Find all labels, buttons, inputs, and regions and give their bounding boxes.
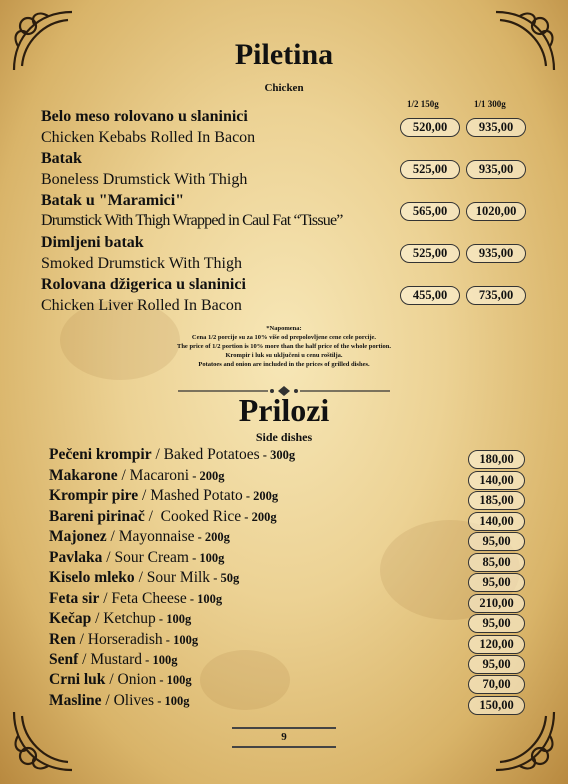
price-full: 735,00 — [466, 286, 526, 305]
side-item: Bareni pirinač / Cooked Rice - 200g — [49, 508, 277, 525]
side-price: 140,00 — [468, 512, 525, 531]
side-price: 120,00 — [468, 635, 525, 654]
note-line: The price of 1/2 portion is 10% more than the half price of the whole portion. — [176, 343, 391, 350]
price-half: 525,00 — [400, 244, 460, 263]
chicken-item-name-sr: Belo meso rolovano u slaninici — [41, 108, 248, 125]
side-price: 185,00 — [468, 491, 525, 510]
footer-line-bottom — [232, 746, 336, 748]
corner-ornament-bottom-left — [8, 706, 78, 776]
side-price: 85,00 — [468, 553, 525, 572]
side-price: 95,00 — [468, 614, 525, 633]
page-number: 9 — [281, 731, 287, 743]
side-price: 95,00 — [468, 532, 525, 551]
footer-line-top — [232, 727, 336, 729]
chicken-item-name-en: Chicken Kebabs Rolled In Bacon — [41, 129, 256, 146]
section-subtitle-sides: Side dishes — [255, 430, 313, 444]
side-item: Makarone / Macaroni - 200g — [49, 467, 225, 484]
column-header-half: 1/2 150g — [407, 99, 439, 109]
section-subtitle-chicken: Chicken — [264, 82, 304, 94]
side-price: 95,00 — [468, 655, 525, 674]
side-price: 150,00 — [468, 696, 525, 715]
side-price: 70,00 — [468, 675, 525, 694]
price-full: 935,00 — [466, 118, 526, 137]
chicken-item-name-en: Smoked Drumstick With Thigh — [41, 255, 242, 272]
price-half: 525,00 — [400, 160, 460, 179]
note-line: Krompir i luk su uključeni u cenu roštilja. — [225, 352, 343, 359]
note-line: *Napomena: — [266, 325, 302, 332]
side-item: Kiselo mleko / Sour Milk - 50g — [49, 569, 240, 586]
price-full: 935,00 — [466, 160, 526, 179]
chicken-item-name-en: Drumstick With Thigh Wrapped in Caul Fat “Tissue” — [41, 212, 343, 229]
chicken-item-name-en: Chicken Liver Rolled In Bacon — [41, 297, 242, 314]
chicken-item-name-sr: Batak u "Maramici" — [41, 192, 185, 209]
side-price: 140,00 — [468, 471, 525, 490]
side-item: Senf / Mustard - 100g — [49, 651, 178, 668]
price-half: 565,00 — [400, 202, 460, 221]
side-item: Masline / Olives - 100g — [49, 692, 190, 709]
note-line: Cena 1/2 porcije su za 10% više od prepolovljene cene cele porcije. — [191, 334, 377, 341]
side-item: Crni luk / Onion - 100g — [49, 671, 192, 688]
side-price: 210,00 — [468, 594, 525, 613]
price-half: 520,00 — [400, 118, 460, 137]
price-full: 1020,00 — [466, 202, 526, 221]
side-item: Majonez / Mayonnaise - 200g — [49, 528, 230, 545]
side-item: Kečap / Ketchup - 100g — [49, 610, 192, 627]
side-item: Pečeni krompir / Baked Potatoes - 300g — [49, 446, 296, 463]
side-item: Krompir pire / Mashed Potato - 200g — [49, 487, 279, 504]
section-title-chicken: Piletina — [234, 38, 334, 71]
price-full: 935,00 — [466, 244, 526, 263]
section-title-sides: Prilozi — [238, 392, 330, 428]
side-price: 180,00 — [468, 450, 525, 469]
side-item: Feta sir / Feta Cheese - 100g — [49, 590, 223, 607]
note-line: Potatoes and onion are included in the prices of grilled dishes. — [198, 361, 370, 368]
chicken-item-name-sr: Dimljeni batak — [41, 234, 144, 251]
side-item: Pavlaka / Sour Cream - 100g — [49, 549, 225, 566]
chicken-item-name-en: Boneless Drumstick With Thigh — [41, 171, 248, 188]
price-half: 455,00 — [400, 286, 460, 305]
chicken-item-name-sr: Batak — [41, 150, 82, 167]
chicken-item-name-sr: Rolovana džigerica u slaninici — [41, 276, 246, 293]
column-header-full: 1/1 300g — [474, 99, 506, 109]
corner-ornament-bottom-right — [490, 706, 560, 776]
side-price: 95,00 — [468, 573, 525, 592]
side-item: Ren / Horseradish - 100g — [49, 631, 199, 648]
